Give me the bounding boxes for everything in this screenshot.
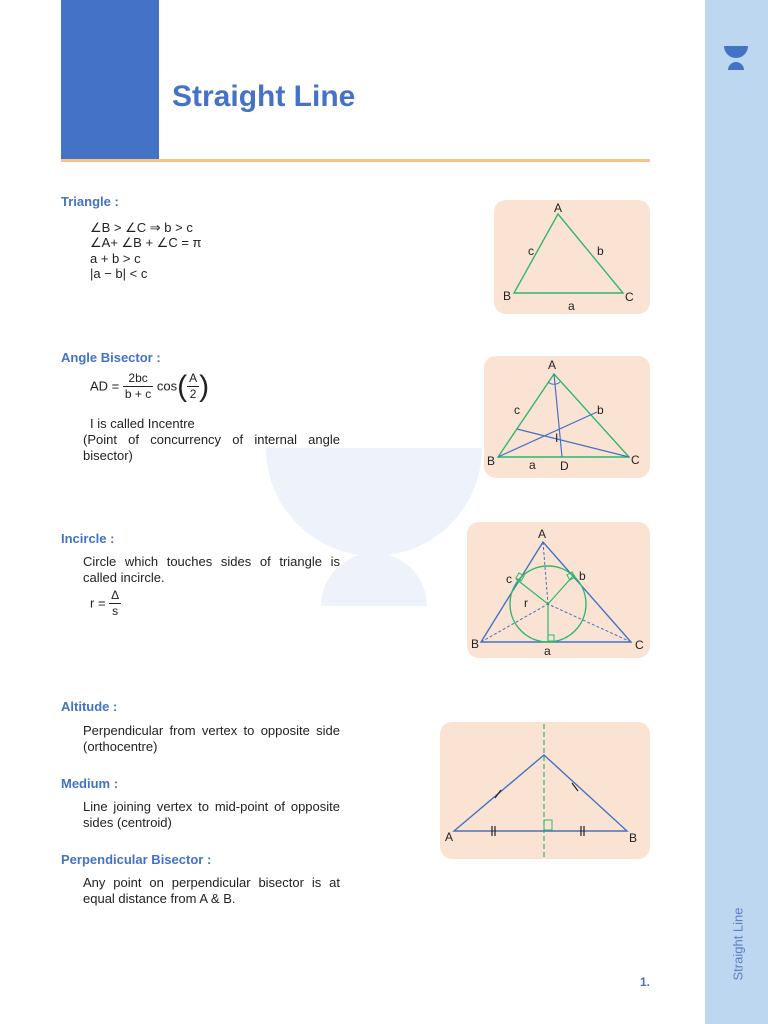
- vertex-b-label: B: [487, 454, 496, 468]
- fraction-denominator: s: [112, 604, 119, 618]
- triangle-heading: Triangle :: [61, 194, 119, 209]
- side-b-label: b: [597, 244, 604, 258]
- paren-close: ): [199, 369, 210, 403]
- fraction-numerator: 2bc: [123, 371, 153, 387]
- perp-bisector-heading: Perpendicular Bisector :: [61, 852, 212, 867]
- side-b-label: b: [597, 403, 604, 417]
- incentre-i-label: I: [555, 431, 559, 445]
- perp-bisector-text: Any point on perpendicular bisector is at equal distance from A & B.: [83, 875, 340, 906]
- fraction-denominator: b + c: [124, 387, 152, 401]
- vertex-c-label: C: [625, 290, 634, 304]
- page-number: 1.: [640, 975, 651, 989]
- triangle-line-3: a + b > c: [90, 251, 141, 266]
- title-divider: [61, 159, 650, 162]
- side-a-label: a: [568, 299, 575, 313]
- formula-lhs: AD =: [90, 378, 120, 394]
- fraction-numerator: Δ: [111, 588, 120, 602]
- incircle-heading: Incircle :: [61, 531, 115, 546]
- side-a-label: a: [529, 458, 536, 472]
- side-c-label: c: [514, 403, 520, 417]
- sidebar: [705, 0, 768, 1024]
- incircle-formula: [90, 588, 121, 619]
- angle-denominator: 2: [189, 387, 197, 401]
- incentre-line: I is called Incentre: [90, 416, 195, 431]
- vertex-b-label: B: [471, 637, 480, 651]
- vertex-a-label: A: [548, 358, 557, 372]
- logo-icon: [722, 44, 750, 72]
- page-title: Straight Line: [172, 80, 356, 113]
- radius-r-label: r: [524, 596, 528, 610]
- angle-bisector-formula: [90, 371, 209, 402]
- vertex-b-label: B: [503, 289, 512, 303]
- paren-open: (: [177, 369, 188, 403]
- vertex-c-label: C: [635, 638, 644, 652]
- formula-fraction: [123, 371, 153, 402]
- incircle-diagram: [467, 522, 650, 658]
- vertex-a-label: A: [554, 201, 563, 215]
- triangle-line-1: ∠B > ∠C ⇒ b > c: [90, 220, 193, 235]
- side-b-label: b: [579, 569, 586, 583]
- formula-lhs: r =: [90, 595, 106, 611]
- triangle-line-2: ∠A+ ∠B + ∠C = π: [90, 235, 202, 250]
- triangle-diagram: [494, 200, 650, 314]
- point-d-label: D: [560, 459, 569, 473]
- medium-heading: Medium :: [61, 776, 119, 791]
- sidebar-chapter-label: Straight Line: [730, 907, 746, 981]
- angle-numerator: A: [189, 371, 198, 385]
- angle-bisector-heading: Angle Bisector :: [61, 350, 161, 365]
- side-a-label: a: [544, 644, 551, 658]
- vertex-c-label: C: [631, 453, 640, 467]
- perp-bisector-diagram: [440, 722, 650, 859]
- cos-label: cos: [156, 378, 178, 394]
- header-block: [61, 0, 159, 160]
- point-b-label: B: [629, 831, 638, 845]
- point-a-label: A: [445, 830, 454, 844]
- side-c-label: c: [528, 244, 534, 258]
- medium-text: Line joining vertex to mid-point of opposite sides (centroid): [83, 799, 340, 830]
- altitude-heading: Altitude :: [61, 699, 118, 714]
- side-c-label: c: [506, 572, 512, 586]
- angle-fraction: [187, 371, 199, 402]
- incentre-note: (Point of concurrency of internal angle bisector): [83, 432, 340, 463]
- formula-fraction: [109, 588, 121, 619]
- triangle-line-4: |a − b| < c: [90, 266, 148, 281]
- vertex-a-label: A: [538, 527, 547, 541]
- angle-bisector-diagram: [484, 356, 650, 478]
- altitude-text: Perpendicular from vertex to opposite side (orthocentre): [83, 723, 340, 754]
- incircle-text: Circle which touches sides of triangle is called incircle.: [83, 554, 340, 585]
